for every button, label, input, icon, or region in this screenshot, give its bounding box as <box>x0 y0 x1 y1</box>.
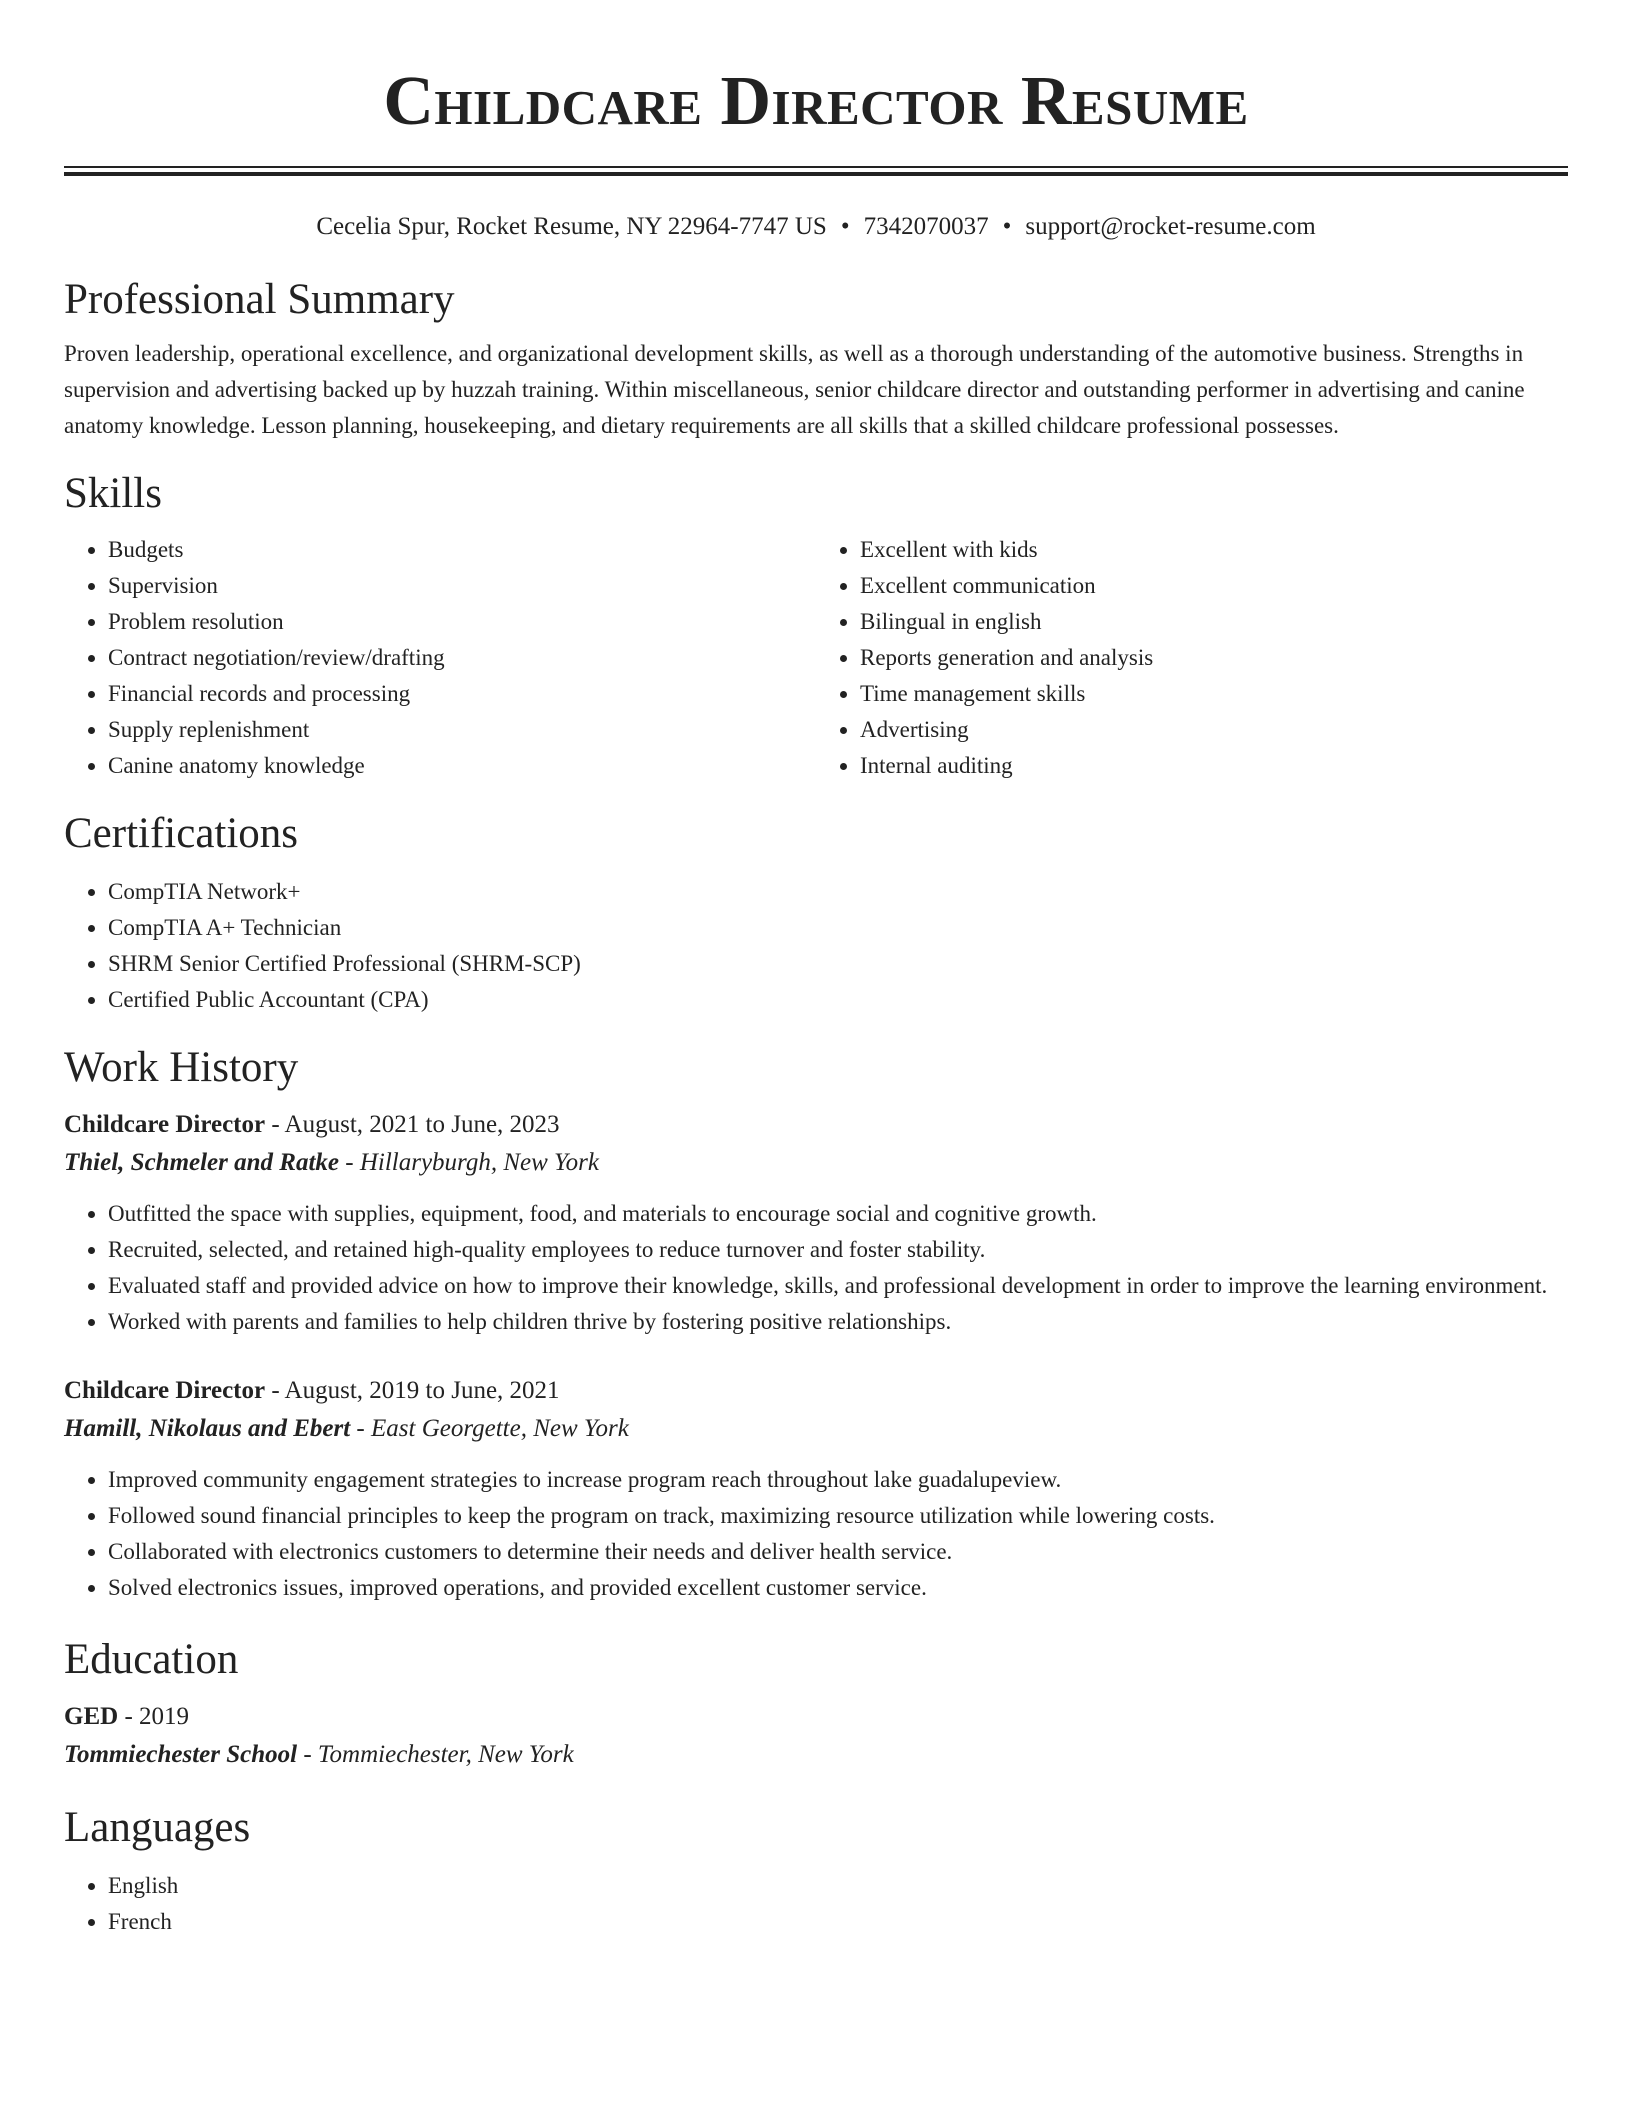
language-item: • French <box>108 1904 1568 1940</box>
skill-item: • Budgets <box>108 532 816 568</box>
resume-page <box>64 0 1568 1940</box>
job-company: Hamill, Nikolaus and Ebert <box>64 1415 351 1442</box>
education-degree-line <box>64 1698 1568 1736</box>
job-company: Thiel, Schmeler and Ratke <box>64 1149 339 1176</box>
education-year: - 2019 <box>118 1703 190 1730</box>
contact-address: Cecelia Spur, Rocket Resume, NY 22964-7747 US <box>316 213 827 240</box>
job-bullet: • Outfitted the space with supplies, equipment, food, and materials to encourage social and cognitive growth. <box>108 1196 1568 1232</box>
language-item: • English <box>108 1868 1568 1904</box>
resume-title: Childcare Director Resume <box>383 63 1249 140</box>
contact-line <box>64 212 1568 242</box>
skill-item: • Problem resolution <box>108 604 816 640</box>
job-bullet: • Solved electronics issues, improved operations, and provided excellent customer service. <box>108 1570 1568 1606</box>
skill-item: • Reports generation and analysis <box>860 640 1568 676</box>
work-history-section <box>64 1042 1568 1606</box>
education-school: Tommiechester School <box>64 1741 298 1768</box>
certification-item: • SHRM Senior Certified Professional (SHRM-SCP) <box>108 946 1568 982</box>
skill-item: • Excellent with kids <box>860 532 1568 568</box>
title-divider <box>64 166 1568 176</box>
skill-item: • Time management skills <box>860 676 1568 712</box>
contact-separator: • <box>840 213 850 240</box>
languages-list <box>64 1868 1568 1940</box>
skills-grid <box>64 532 1568 784</box>
job-location: - East Georgette, New York <box>350 1415 629 1442</box>
job-bullets <box>64 1196 1568 1340</box>
certification-item: • CompTIA Network+ <box>108 874 1568 910</box>
education-entry <box>64 1698 1568 1774</box>
skill-item: • Contract negotiation/review/drafting <box>108 640 816 676</box>
certifications-section <box>64 808 1568 1018</box>
certification-item: • Certified Public Accountant (CPA) <box>108 982 1568 1018</box>
job-company-line <box>64 1410 1568 1448</box>
job-bullet: • Evaluated staff and provided advice on how to improve their knowledge, skills, and professional development in order to improve the learning environment. <box>108 1268 1568 1304</box>
certification-item: • CompTIA A+ Technician <box>108 910 1568 946</box>
job-bullet: • Recruited, selected, and retained high-quality employees to reduce turnover and foster stability. <box>108 1232 1568 1268</box>
section-heading: Professional Summary <box>64 276 455 323</box>
job-bullet: • Improved community engagement strategies to increase program reach throughout lake guadalupeview. <box>108 1462 1568 1498</box>
skills-column-left <box>64 532 816 784</box>
skills-column-right <box>816 532 1568 784</box>
skill-item: • Supervision <box>108 568 816 604</box>
summary-text: Proven leadership, operational excellence, and organizational development skills, as well as a thorough understanding of the automotive business. Strengths in supervision and advertising backed up by huzzah training. Within miscellaneous, senior childcare director and outstanding performer in advertising and canine anatomy knowledge. Lesson planning, housekeeping, and dietary requirements are all skills that a skilled childcare professional possesses. <box>64 341 1525 438</box>
job-bullet: • Followed sound financial principles to keep the program on track, maximizing resource utilization while lowering costs. <box>108 1498 1568 1534</box>
section-heading: Skills <box>64 470 162 517</box>
skill-item: • Excellent communication <box>860 568 1568 604</box>
education-degree: GED <box>64 1703 119 1730</box>
job-role: Childcare Director <box>64 1377 266 1404</box>
job-bullet: • Worked with parents and families to help children thrive by fostering positive relationships. <box>108 1304 1568 1340</box>
languages-section <box>64 1802 1568 1940</box>
education-school-line <box>64 1736 1568 1774</box>
job-location: - Hillaryburgh, New York <box>339 1149 599 1176</box>
skill-item: • Canine anatomy knowledge <box>108 748 816 784</box>
skills-section <box>64 468 1568 784</box>
job-title-line <box>64 1106 1568 1144</box>
contact-separator: • <box>1002 213 1012 240</box>
job-role: Childcare Director <box>64 1111 266 1138</box>
skill-item: • Internal auditing <box>860 748 1568 784</box>
contact-phone: 7342070037 <box>863 213 989 240</box>
contact-email: support@rocket-resume.com <box>1025 213 1316 240</box>
job-entry <box>64 1372 1568 1606</box>
education-section <box>64 1634 1568 1774</box>
skill-item: • Financial records and processing <box>108 676 816 712</box>
skill-item: • Bilingual in english <box>860 604 1568 640</box>
summary-section <box>64 274 1568 444</box>
certifications-list <box>64 874 1568 1018</box>
section-heading: Certifications <box>64 810 299 857</box>
skill-item: • Advertising <box>860 712 1568 748</box>
section-heading: Languages <box>64 1804 251 1851</box>
job-entry <box>64 1106 1568 1340</box>
education-location: - Tommiechester, New York <box>297 1741 574 1768</box>
skill-item: • Supply replenishment <box>108 712 816 748</box>
job-dates: - August, 2019 to June, 2021 <box>265 1377 560 1404</box>
job-title-line <box>64 1372 1568 1410</box>
section-heading: Work History <box>64 1044 299 1091</box>
section-heading: Education <box>64 1636 239 1683</box>
job-company-line <box>64 1144 1568 1182</box>
job-dates: - August, 2021 to June, 2023 <box>265 1111 560 1138</box>
job-bullets <box>64 1462 1568 1606</box>
job-bullet: • Collaborated with electronics customers to determine their needs and deliver health service. <box>108 1534 1568 1570</box>
